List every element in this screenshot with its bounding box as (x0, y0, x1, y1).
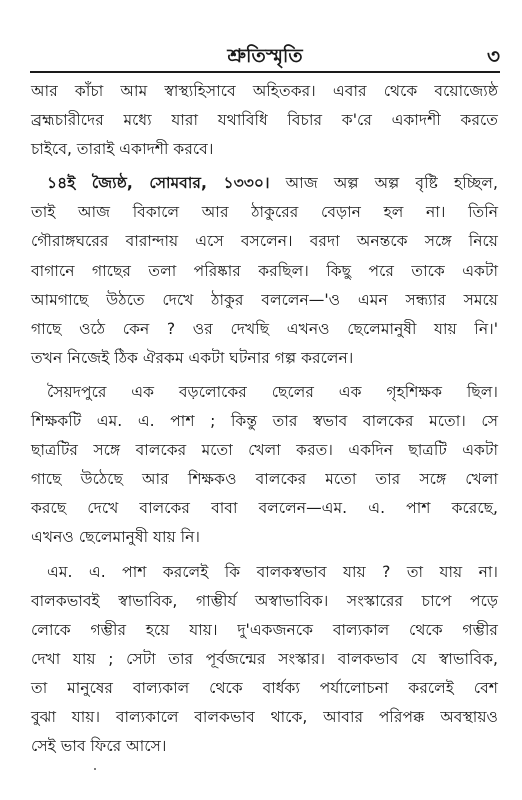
date-heading: ১৪ই জ্যৈষ্ঠ, সোমবার, ১৩৩০। (47, 174, 270, 193)
text-line: গাছে উঠেছে আর শিক্ষকও বালকের মতো তার সঙ্গে খেলা (31, 470, 498, 489)
paragraph-4 (31, 558, 498, 762)
text-line: করছে দেখে বালকের বাবা বললেন—এম. এ. পাশ করেছে, (31, 499, 498, 518)
text-line: বাগানে গাছের তলা পরিষ্কার করছিল। কিছু পরে তাকে একটা (31, 261, 498, 280)
running-title: শ্রুতিস্মৃতি (227, 45, 303, 67)
text-line: দেখা যায় ; সেটা তার পূর্বজন্মের সংস্কার। বালকভাব যে স্বাভাবিক, (31, 649, 498, 668)
paragraph-1 (31, 77, 498, 164)
text-line: তা মানুষের বাল্যকাল থেকে বার্ধক্য পর্যালোচনা করলেই বেশ (31, 678, 498, 697)
page-body (31, 77, 498, 766)
text-line: সৈয়দপুরে এক বড়লোকের ছেলের এক গৃহশিক্ষক ছিল। (47, 382, 498, 401)
text-line: আমগাছে উঠতে দেখে ঠাকুর বললেন—'ও এমন সন্ধ্যার সময়ে (31, 290, 498, 309)
text-line: আর কাঁচা আম স্বাস্থ্যহিসাবে অহিতকর। এবার থেকে বয়োজ্যেষ্ঠ (31, 82, 498, 100)
text-line: লোকে গম্ভীর হয়ে যায়। দু'একজনকে বাল্যকাল থেকে গম্ভীর (31, 620, 498, 639)
page-number: ৩ (486, 44, 500, 68)
paragraph-2 (31, 169, 498, 373)
text-line: ব্রহ্মচারীদের মধ্যে যারা যথাবিধি বিচার ক'রে একাদশী করতে (31, 111, 498, 130)
text-line: এম. এ. পাশ করলেই কি বালকস্বভাব যায় ? তা যায় না। (47, 562, 498, 581)
text-line: এখনও ছেলেমানুষী যায় নি। (31, 528, 201, 547)
text-line: বালকভাবই স্বাভাবিক, গাম্ভীর্য অস্বাভাবিক। সংস্কারের চাপে পড়ে (31, 591, 498, 610)
text-line: গৌরাঙ্গঘরের বারান্দায় এসে বসলেন। বরদা অনন্তকে সঙ্গে নিয়ে (31, 232, 498, 251)
text-fragment: আজ অল্প অল্প বৃষ্টি হচ্ছিল, (269, 174, 499, 193)
paragraph-3 (31, 378, 498, 553)
text-line: তখন নিজেই ঠিক ঐরকম একটা ঘটনার গল্প করলেন। (31, 348, 354, 367)
text-line: চাইবে, তারাই একাদশী করবে। (31, 140, 214, 159)
header-rule (30, 71, 500, 73)
print-speck (94, 768, 96, 770)
text-line: তাই আজ বিকালে আর ঠাকুরের বেড়ান হল না। তিনি (31, 203, 498, 222)
text-line: সেই ভাব ফিরে আসে। (31, 737, 167, 756)
text-line: গাছে ওঠে কেন ? ওর দেখছি এখনও ছেলেমানুষী যায় নি।' (31, 319, 498, 338)
text-line-with-date (31, 169, 498, 198)
text-line: শিক্ষকটি এম. এ. পাশ ; কিন্তু তার স্বভাব বালকের মতো। সে (31, 412, 498, 431)
text-line: ছাত্রটির সঙ্গে বালকের মতো খেলা করত। একদিন ছাত্রটি একটা (31, 441, 498, 460)
page-header (30, 42, 500, 70)
text-line: বুঝা যায়। বাল্যকালে বালকভাব থাকে, আবার পরিপক্ক অবস্থায়ও (31, 707, 498, 726)
